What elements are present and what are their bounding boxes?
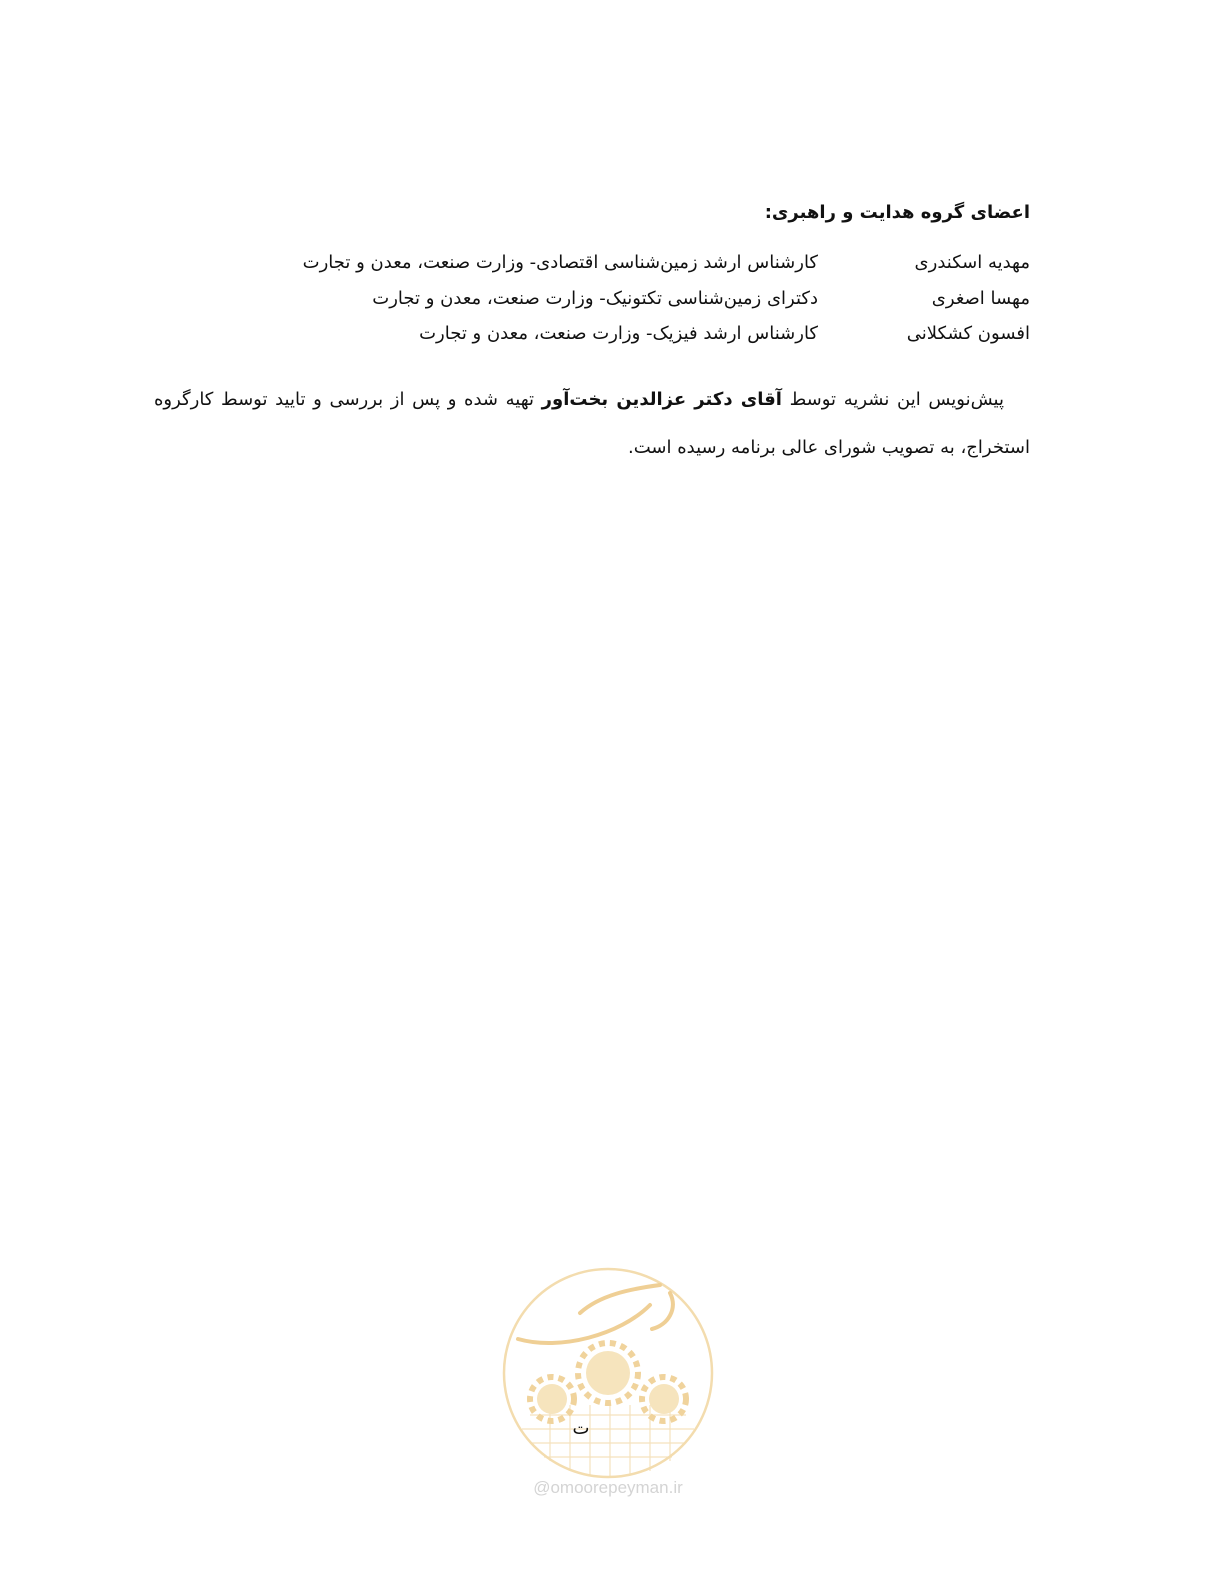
member-name: مهسا اصغری [931,288,1030,309]
member-role: دکترای زمین‌شناسی تکتونیک- وزارت صنعت، معدن و تجارت [372,288,818,309]
member-row [150,323,1030,353]
member-name: مهدیه اسکندری [914,252,1030,273]
page-number: ت [572,1418,590,1439]
section-heading: اعضای گروه هدایت و راهبری: [764,202,1030,223]
member-role: کارشناس ارشد زمین‌شناسی اقتصادی- وزارت صنعت، معدن و تجارت [302,252,818,273]
member-name: افسون کشکلانی [906,323,1030,344]
member-row [150,288,1030,318]
watermark-logo-icon [500,1265,716,1481]
paragraph-text-start: پیش‌نویس این نشریه توسط [781,389,1004,410]
author-name: آقای دکتر عزالدین بخت‌آور [541,389,782,410]
body-paragraph [154,376,1030,472]
member-role: کارشناس ارشد فیزیک- وزارت صنعت، معدن و تجارت [419,323,818,344]
member-row [150,252,1030,282]
paragraph-text-end: تهیه شده و پس از بررسی و تایید توسط کارگروه استخراج، به تصویب شورای عالی برنامه رسیده است. [154,389,1030,458]
watermark-url: @omoorepeyman.ir [533,1478,683,1497]
